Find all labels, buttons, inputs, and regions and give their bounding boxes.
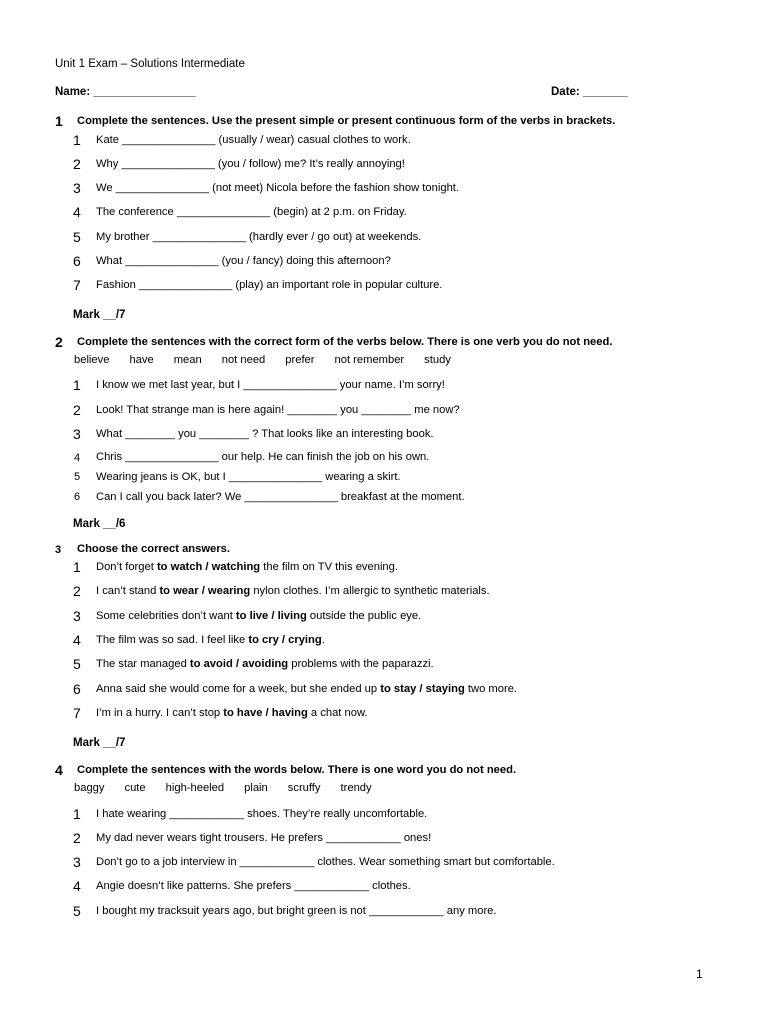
exercise-sentence: Why _______________ (you / follow) me? It’s really annoying! bbox=[96, 158, 405, 170]
mark-score: Mark __/7 bbox=[73, 309, 126, 321]
item-number: 7 bbox=[73, 277, 81, 293]
exercise-sentence: Can I call you back later? We _______________ breakfast at the moment. bbox=[96, 491, 465, 503]
exercise-sentence: Angie doesn’t like patterns. She prefers ____________ clothes. bbox=[96, 880, 411, 892]
answer-options: to avoid / avoiding bbox=[189, 658, 289, 670]
item-number: 2 bbox=[73, 583, 81, 599]
exercise-sentence: I hate wearing ____________ shoes. They’re really uncomfortable. bbox=[96, 808, 428, 820]
section-number: 4 bbox=[55, 762, 63, 778]
section-number: 1 bbox=[55, 113, 63, 129]
answer-options: to live / living bbox=[235, 610, 307, 622]
word-bank-item: high-heeled bbox=[165, 782, 225, 794]
item-number: 3 bbox=[73, 608, 81, 624]
word-bank-item: baggy bbox=[74, 782, 105, 794]
exercise-sentence: We _______________ (not meet) Nicola before the fashion show tonight. bbox=[96, 182, 460, 194]
section-instructions: Complete the sentences with the correct form of the verbs below. There is one verb you do not need. bbox=[77, 336, 613, 348]
item-number: 3 bbox=[73, 426, 81, 442]
mark-score: Mark __/6 bbox=[73, 518, 126, 530]
answer-options: to stay / staying bbox=[380, 683, 465, 695]
item-number: 2 bbox=[73, 402, 81, 418]
exercise-sentence: Don’t go to a job interview in ____________ clothes. Wear something smart but comfortable. bbox=[96, 856, 555, 868]
item-number: 5 bbox=[74, 471, 81, 483]
item-number: 2 bbox=[73, 156, 81, 172]
word-bank-item: prefer bbox=[285, 354, 315, 366]
word-bank-item: not need bbox=[221, 354, 266, 366]
exercise-sentence: The conference _______________ (begin) at 2 p.m. on Friday. bbox=[96, 206, 407, 218]
exercise-sentence: Don’t forget to watch / watching the film on TV this evening. bbox=[96, 561, 398, 573]
name-field: Name: ________________ bbox=[55, 86, 196, 98]
answer-options: to have / having bbox=[223, 707, 308, 719]
exercise-sentence: I’m in a hurry. I can’t stop to have / having a chat now. bbox=[96, 707, 368, 719]
item-number: 5 bbox=[73, 656, 81, 672]
exercise-sentence: My dad never wears tight trousers. He prefers ____________ ones! bbox=[96, 832, 432, 844]
exercise-sentence: Wearing jeans is OK, but I _______________ wearing a skirt. bbox=[96, 471, 401, 483]
item-number: 5 bbox=[73, 229, 81, 245]
answer-options: to cry / crying bbox=[248, 634, 322, 646]
word-bank-item: scruffy bbox=[287, 782, 321, 794]
answer-options: to wear / wearing bbox=[159, 585, 251, 597]
item-number: 4 bbox=[73, 204, 81, 220]
word-bank-item: mean bbox=[173, 354, 202, 366]
page-number: 1 bbox=[696, 967, 703, 981]
exercise-sentence: Some celebrities don’t want to live / living outside the public eye. bbox=[96, 610, 422, 622]
answer-options: to watch / watching bbox=[156, 561, 261, 573]
mark-score: Mark __/7 bbox=[73, 737, 126, 749]
exercise-sentence: What _______________ (you / fancy) doing this afternoon? bbox=[96, 255, 391, 267]
item-number: 3 bbox=[73, 854, 81, 870]
exercise-sentence: I bought my tracksuit years ago, but bright green is not ____________ any more. bbox=[96, 905, 497, 917]
exercise-sentence: What ________ you ________ ? That looks like an interesting book. bbox=[96, 428, 434, 440]
word-bank bbox=[74, 782, 372, 794]
word-bank-item: have bbox=[129, 354, 154, 366]
item-number: 6 bbox=[74, 491, 81, 503]
item-number: 1 bbox=[73, 806, 81, 822]
exercise-sentence: Anna said she would come for a week, but she ended up to stay / staying two more. bbox=[96, 683, 518, 695]
section-instructions: Complete the sentences. Use the present simple or present continuous form of the verbs in brackets. bbox=[77, 115, 616, 127]
item-number: 6 bbox=[73, 681, 81, 697]
item-number: 4 bbox=[74, 452, 81, 464]
item-number: 3 bbox=[73, 180, 81, 196]
word-bank-item: not remember bbox=[334, 354, 405, 366]
exercise-sentence: Chris _______________ our help. He can finish the job on his own. bbox=[96, 451, 430, 463]
item-number: 7 bbox=[73, 705, 81, 721]
exercise-sentence: The star managed to avoid / avoiding problems with the paparazzi. bbox=[96, 658, 434, 670]
word-bank bbox=[74, 354, 451, 366]
word-bank-item: study bbox=[424, 354, 451, 366]
section-instructions: Choose the correct answers. bbox=[77, 543, 230, 555]
date-field: Date: _______ bbox=[551, 86, 628, 98]
exercise-sentence: I know we met last year, but I _______________ your name. I’m sorry! bbox=[96, 379, 445, 391]
document-header: Unit 1 Exam – Solutions Intermediate bbox=[55, 58, 245, 70]
exercise-sentence: Kate _______________ (usually / wear) casual clothes to work. bbox=[96, 134, 411, 146]
item-number: 6 bbox=[73, 253, 81, 269]
word-bank-item: plain bbox=[244, 782, 268, 794]
exercise-sentence: My brother _______________ (hardly ever / go out) at weekends. bbox=[96, 231, 422, 243]
item-number: 1 bbox=[73, 132, 81, 148]
item-number: 4 bbox=[73, 632, 81, 648]
exercise-sentence: I can’t stand to wear / wearing nylon clothes. I’m allergic to synthetic materials. bbox=[96, 585, 490, 597]
section-instructions: Complete the sentences with the words below. There is one word you do not need. bbox=[77, 764, 517, 776]
item-number: 4 bbox=[73, 878, 81, 894]
item-number: 5 bbox=[73, 903, 81, 919]
word-bank-item: cute bbox=[124, 782, 146, 794]
item-number: 1 bbox=[73, 559, 81, 575]
word-bank-item: believe bbox=[74, 354, 110, 366]
word-bank-item: trendy bbox=[340, 782, 372, 794]
section-number: 3 bbox=[55, 544, 62, 556]
exercise-sentence: Fashion _______________ (play) an important role in popular culture. bbox=[96, 279, 443, 291]
item-number: 1 bbox=[73, 377, 81, 393]
exercise-sentence: The film was so sad. I feel like to cry / crying. bbox=[96, 634, 325, 646]
section-number: 2 bbox=[55, 334, 63, 350]
item-number: 2 bbox=[73, 830, 81, 846]
exercise-sentence: Look! That strange man is here again! ________ you ________ me now? bbox=[96, 404, 460, 416]
